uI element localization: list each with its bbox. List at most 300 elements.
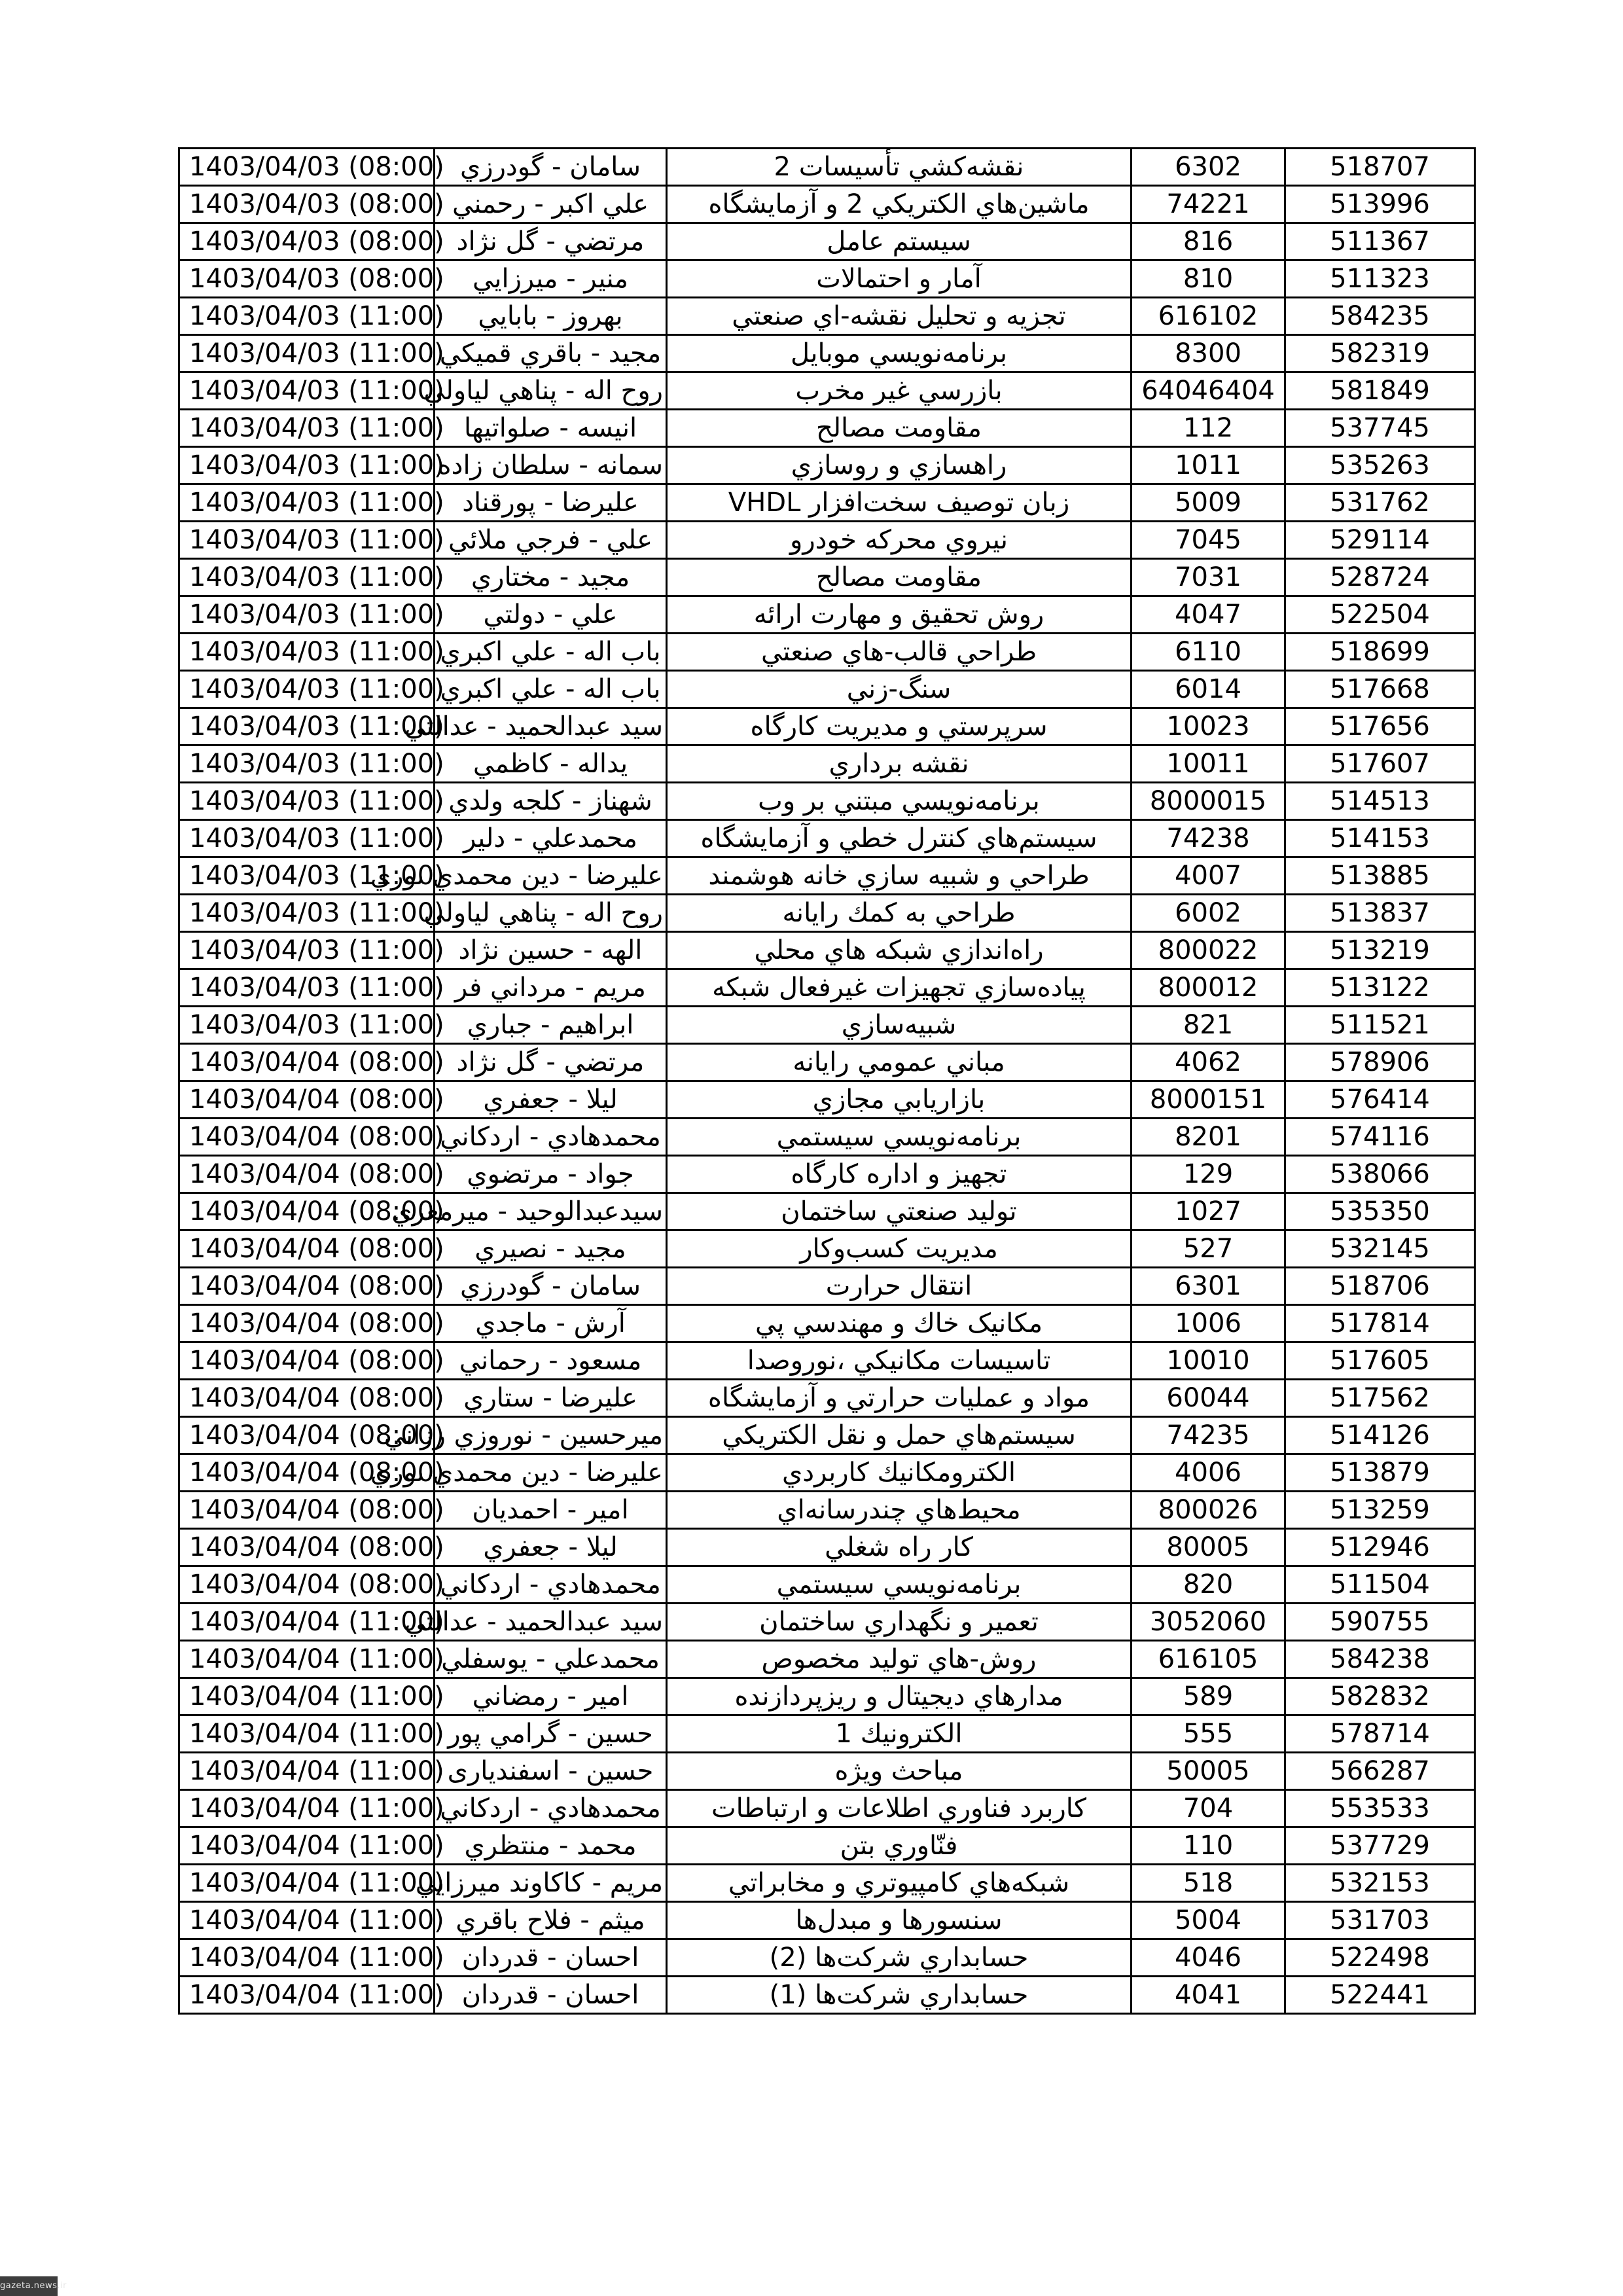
course-title-cell: برنامه‌نويسي سيستمي: [667, 1119, 1132, 1156]
course-title-cell: مواد و عمليات حرارتي و آزمايشگاه: [667, 1380, 1132, 1417]
exam-id-cell: 514126: [1285, 1417, 1475, 1454]
date-cell: 1403/04/03 (11:00): [179, 671, 435, 708]
course-code-cell: 4062: [1132, 1044, 1285, 1081]
date-cell: 1403/04/03 (11:00): [179, 895, 435, 932]
course-title-cell: نقشه برداري: [667, 745, 1132, 783]
course-code-cell: 5004: [1132, 1902, 1285, 1939]
date-cell: 1403/04/04 (08:00): [179, 1268, 435, 1305]
course-code-cell: 129: [1132, 1156, 1285, 1193]
date-cell: 1403/04/03 (08:00): [179, 149, 435, 186]
date-cell: 1403/04/04 (08:00): [179, 1193, 435, 1230]
exam-id-cell: 513996: [1285, 186, 1475, 223]
course-code-cell: 10011: [1132, 745, 1285, 783]
table-row: [179, 932, 1475, 969]
course-code-cell: 4047: [1132, 596, 1285, 634]
date-cell: 1403/04/04 (08:00): [179, 1566, 435, 1604]
exam-id-cell: 511323: [1285, 260, 1475, 298]
course-code-cell: 74238: [1132, 820, 1285, 857]
exam-id-cell: 532153: [1285, 1865, 1475, 1902]
course-title-cell: نيروي محرکه خودرو: [667, 522, 1132, 559]
instructor-cell: عليرضا - دين محمدي نوري: [435, 857, 667, 895]
course-title-cell: حسابداري شرکت‌ها (1): [667, 1977, 1132, 2014]
table-row: [179, 1417, 1475, 1454]
exam-id-cell: 581849: [1285, 372, 1475, 410]
instructor-cell: روح اله - پناهي لياولي: [435, 372, 667, 410]
course-title-cell: حسابداري شرکت‌ها (2): [667, 1939, 1132, 1977]
date-cell: 1403/04/03 (08:00): [179, 260, 435, 298]
table-row: [179, 1529, 1475, 1566]
table-row: [179, 1230, 1475, 1268]
exam-id-cell: 553533: [1285, 1790, 1475, 1827]
table-row: [179, 969, 1475, 1007]
table-row: [179, 372, 1475, 410]
course-title-cell: ماشين‌هاي الکتريکي 2 و آزمايشگاه: [667, 186, 1132, 223]
course-code-cell: 74235: [1132, 1417, 1285, 1454]
course-code-cell: 80005: [1132, 1529, 1285, 1566]
course-code-cell: 112: [1132, 410, 1285, 447]
table-row: [179, 522, 1475, 559]
exam-id-cell: 584238: [1285, 1641, 1475, 1678]
course-title-cell: مقاومت مصالح: [667, 559, 1132, 596]
course-code-cell: 8000151: [1132, 1081, 1285, 1119]
instructor-cell: عليرضا - دين محمدي نوري: [435, 1454, 667, 1492]
exam-id-cell: 538066: [1285, 1156, 1475, 1193]
course-code-cell: 6110: [1132, 634, 1285, 671]
instructor-cell: باب اله - علي اکبري: [435, 671, 667, 708]
date-cell: 1403/04/04 (08:00): [179, 1529, 435, 1566]
course-code-cell: 10010: [1132, 1342, 1285, 1380]
course-code-cell: 6014: [1132, 671, 1285, 708]
table-row: [179, 1865, 1475, 1902]
course-code-cell: 816: [1132, 223, 1285, 260]
course-title-cell: راه‌اندازي شبكه هاي محلي: [667, 932, 1132, 969]
exam-id-cell: 532145: [1285, 1230, 1475, 1268]
table-row: [179, 1939, 1475, 1977]
instructor-cell: مجيد - باقري قميکي: [435, 335, 667, 372]
exam-id-cell: 531762: [1285, 484, 1475, 522]
exam-id-cell: 576414: [1285, 1081, 1475, 1119]
table-row: [179, 1678, 1475, 1715]
table-row: [179, 484, 1475, 522]
course-code-cell: 5009: [1132, 484, 1285, 522]
exam-id-cell: 584235: [1285, 298, 1475, 335]
table-row: [179, 1566, 1475, 1604]
course-code-cell: 820: [1132, 1566, 1285, 1604]
course-title-cell: توليد صنعتي ساختمان: [667, 1193, 1132, 1230]
course-title-cell: الكترومكانيك كاربردي: [667, 1454, 1132, 1492]
instructor-cell: مرتضي - گل نژاد: [435, 223, 667, 260]
instructor-cell: مرتضي - گل نژاد: [435, 1044, 667, 1081]
date-cell: 1403/04/04 (08:00): [179, 1044, 435, 1081]
course-code-cell: 555: [1132, 1715, 1285, 1753]
date-cell: 1403/04/03 (08:00): [179, 223, 435, 260]
instructor-cell: امير - رمضاني: [435, 1678, 667, 1715]
exam-id-cell: 528724: [1285, 559, 1475, 596]
instructor-cell: سامان - گودرزي: [435, 149, 667, 186]
instructor-cell: محمدعلي - يوسفلي: [435, 1641, 667, 1678]
date-cell: 1403/04/03 (11:00): [179, 410, 435, 447]
exam-id-cell: 514513: [1285, 783, 1475, 820]
date-cell: 1403/04/04 (11:00): [179, 1939, 435, 1977]
course-title-cell: مباحث ويژه: [667, 1753, 1132, 1790]
course-title-cell: راهسازي و روسازي: [667, 447, 1132, 484]
date-cell: 1403/04/03 (11:00): [179, 634, 435, 671]
table-row: [179, 149, 1475, 186]
course-code-cell: 4041: [1132, 1977, 1285, 2014]
course-code-cell: 800012: [1132, 969, 1285, 1007]
course-title-cell: آمار و احتمالات: [667, 260, 1132, 298]
course-code-cell: 1006: [1132, 1305, 1285, 1342]
instructor-cell: احسان - قدردان: [435, 1939, 667, 1977]
date-cell: 1403/04/03 (11:00): [179, 745, 435, 783]
course-title-cell: روش-هاي توليد مخصوص: [667, 1641, 1132, 1678]
exam-id-cell: 537729: [1285, 1827, 1475, 1865]
date-cell: 1403/04/04 (08:00): [179, 1119, 435, 1156]
exam-id-cell: 518707: [1285, 149, 1475, 186]
exam-id-cell: 590755: [1285, 1604, 1475, 1641]
date-cell: 1403/04/04 (08:00): [179, 1417, 435, 1454]
course-title-cell: سيستم عامل: [667, 223, 1132, 260]
table-row: [179, 1305, 1475, 1342]
instructor-cell: مريم - مرداني فر: [435, 969, 667, 1007]
table-row: [179, 1753, 1475, 1790]
exam-id-cell: 522441: [1285, 1977, 1475, 2014]
instructor-cell: علي - فرجي ملائي: [435, 522, 667, 559]
course-title-cell: مکانيک خاك و مهندسي پي: [667, 1305, 1132, 1342]
course-code-cell: 3052060: [1132, 1604, 1285, 1641]
table-row: [179, 1902, 1475, 1939]
date-cell: 1403/04/04 (11:00): [179, 1753, 435, 1790]
table-row: [179, 1193, 1475, 1230]
course-code-cell: 6302: [1132, 149, 1285, 186]
instructor-cell: مجيد - مختاري: [435, 559, 667, 596]
date-cell: 1403/04/04 (11:00): [179, 1715, 435, 1753]
course-title-cell: بازاريابي مجازي: [667, 1081, 1132, 1119]
exam-id-cell: 513837: [1285, 895, 1475, 932]
course-title-cell: طراحي به کمك رايانه: [667, 895, 1132, 932]
instructor-cell: سيدعبدالوحيد - ميرمعزي: [435, 1193, 667, 1230]
date-cell: 1403/04/04 (08:00): [179, 1380, 435, 1417]
date-cell: 1403/04/04 (11:00): [179, 1827, 435, 1865]
instructor-cell: امير - احمديان: [435, 1492, 667, 1529]
date-cell: 1403/04/04 (08:00): [179, 1454, 435, 1492]
date-cell: 1403/04/04 (08:00): [179, 1081, 435, 1119]
instructor-cell: سمانه - سلطان زاده: [435, 447, 667, 484]
instructor-cell: روح اله - پناهي لياولي: [435, 895, 667, 932]
course-title-cell: شبکه‌هاي کامپيوتري و مخابراتي: [667, 1865, 1132, 1902]
date-cell: 1403/04/03 (11:00): [179, 932, 435, 969]
instructor-cell: منير - ميرزايي: [435, 260, 667, 298]
instructor-cell: ابراهيم - جباري: [435, 1007, 667, 1044]
table-row: [179, 783, 1475, 820]
course-code-cell: 4046: [1132, 1939, 1285, 1977]
instructor-cell: حسين - اسفنديارى: [435, 1753, 667, 1790]
course-title-cell: پياده‌سازي تجهيزات غيرفعال شبکه: [667, 969, 1132, 1007]
table-row: [179, 895, 1475, 932]
table-row: [179, 447, 1475, 484]
exam-id-cell: 517656: [1285, 708, 1475, 745]
table-row: [179, 559, 1475, 596]
course-code-cell: 10023: [1132, 708, 1285, 745]
course-code-cell: 60044: [1132, 1380, 1285, 1417]
instructor-cell: ميثم - فلاح باقري: [435, 1902, 667, 1939]
course-code-cell: 589: [1132, 1678, 1285, 1715]
course-code-cell: 518: [1132, 1865, 1285, 1902]
table-row: [179, 1604, 1475, 1641]
table-row: [179, 820, 1475, 857]
exam-id-cell: 566287: [1285, 1753, 1475, 1790]
course-code-cell: 704: [1132, 1790, 1285, 1827]
course-code-cell: 1027: [1132, 1193, 1285, 1230]
date-cell: 1403/04/03 (11:00): [179, 596, 435, 634]
exam-id-cell: 582832: [1285, 1678, 1475, 1715]
date-cell: 1403/04/04 (11:00): [179, 1678, 435, 1715]
course-title-cell: روش تحقيق و مهارت ارائه: [667, 596, 1132, 634]
course-code-cell: 4007: [1132, 857, 1285, 895]
course-title-cell: کار راه شغلي: [667, 1529, 1132, 1566]
course-title-cell: فنّاوري بتن: [667, 1827, 1132, 1865]
course-title-cell: محيط‌هاي چندرسانه‌اي: [667, 1492, 1132, 1529]
course-title-cell: مقاومت مصالح: [667, 410, 1132, 447]
table-row: [179, 186, 1475, 223]
table-row: [179, 260, 1475, 298]
instructor-cell: آرش - ماجدي: [435, 1305, 667, 1342]
instructor-cell: باب اله - علي اکبري: [435, 634, 667, 671]
course-title-cell: کاربرد فناوري اطلاعات و ارتباطات: [667, 1790, 1132, 1827]
course-code-cell: 110: [1132, 1827, 1285, 1865]
course-title-cell: مديريت کسب‌وکار: [667, 1230, 1132, 1268]
exam-schedule-body: [179, 149, 1475, 2014]
exam-id-cell: 513879: [1285, 1454, 1475, 1492]
instructor-cell: انيسه - صلواتيها: [435, 410, 667, 447]
table-row: [179, 671, 1475, 708]
course-code-cell: 616105: [1132, 1641, 1285, 1678]
instructor-cell: يداله - کاظمي: [435, 745, 667, 783]
date-cell: 1403/04/04 (11:00): [179, 1641, 435, 1678]
table-row: [179, 1342, 1475, 1380]
exam-id-cell: 529114: [1285, 522, 1475, 559]
table-row: [179, 596, 1475, 634]
instructor-cell: الهه - حسين نژاد: [435, 932, 667, 969]
table-row: [179, 1380, 1475, 1417]
course-title-cell: سرپرستي و مديريت کارگاه: [667, 708, 1132, 745]
course-code-cell: 616102: [1132, 298, 1285, 335]
exam-id-cell: 518699: [1285, 634, 1475, 671]
date-cell: 1403/04/04 (08:00): [179, 1230, 435, 1268]
date-cell: 1403/04/04 (11:00): [179, 1902, 435, 1939]
instructor-cell: مريم - کاکاوند ميرزايي: [435, 1865, 667, 1902]
exam-id-cell: 513885: [1285, 857, 1475, 895]
instructor-cell: سامان - گودرزي: [435, 1268, 667, 1305]
course-code-cell: 4006: [1132, 1454, 1285, 1492]
table-row: [179, 1790, 1475, 1827]
table-row: [179, 335, 1475, 372]
table-row: [179, 1827, 1475, 1865]
instructor-cell: مجيد - نصيري: [435, 1230, 667, 1268]
course-title-cell: مدارهاي ديجيتال و ريزپردازنده: [667, 1678, 1132, 1715]
date-cell: 1403/04/03 (11:00): [179, 1007, 435, 1044]
course-code-cell: 64046404: [1132, 372, 1285, 410]
exam-id-cell: 531703: [1285, 1902, 1475, 1939]
course-title-cell: برنامه‌نويسي مبتني بر وب: [667, 783, 1132, 820]
date-cell: 1403/04/03 (08:00): [179, 186, 435, 223]
date-cell: 1403/04/03 (11:00): [179, 335, 435, 372]
course-code-cell: 8300: [1132, 335, 1285, 372]
instructor-cell: محمدهادي - اردکاني: [435, 1790, 667, 1827]
table-row: [179, 1119, 1475, 1156]
exam-id-cell: 522504: [1285, 596, 1475, 634]
course-title-cell: زبان توصيف سخت‌افزار VHDL: [667, 484, 1132, 522]
instructor-cell: محمدهادي - اردکاني: [435, 1119, 667, 1156]
instructor-cell: احسان - قدردان: [435, 1977, 667, 2014]
instructor-cell: حسين - گرامي پور: [435, 1715, 667, 1753]
exam-id-cell: 517668: [1285, 671, 1475, 708]
instructor-cell: ميرحسين - نوروزي رزاني: [435, 1417, 667, 1454]
instructor-cell: بهروز - بابايي: [435, 298, 667, 335]
exam-id-cell: 578906: [1285, 1044, 1475, 1081]
table-row: [179, 1492, 1475, 1529]
date-cell: 1403/04/03 (11:00): [179, 820, 435, 857]
date-cell: 1403/04/03 (11:00): [179, 708, 435, 745]
course-code-cell: 50005: [1132, 1753, 1285, 1790]
course-title-cell: تعمير و نگهداري ساختمان: [667, 1604, 1132, 1641]
instructor-cell: ليلا - جعفري: [435, 1081, 667, 1119]
date-cell: 1403/04/03 (11:00): [179, 857, 435, 895]
course-code-cell: 527: [1132, 1230, 1285, 1268]
date-cell: 1403/04/04 (11:00): [179, 1977, 435, 2014]
exam-id-cell: 517607: [1285, 745, 1475, 783]
date-cell: 1403/04/04 (11:00): [179, 1604, 435, 1641]
course-title-cell: سيستم‌هاي حمل و نقل الکتريکي: [667, 1417, 1132, 1454]
exam-id-cell: 517562: [1285, 1380, 1475, 1417]
table-row: [179, 634, 1475, 671]
date-cell: 1403/04/04 (08:00): [179, 1156, 435, 1193]
instructor-cell: محمد - منتظري: [435, 1827, 667, 1865]
table-row: [179, 1268, 1475, 1305]
course-code-cell: 821: [1132, 1007, 1285, 1044]
instructor-cell: شهناز - کلجه ولدي: [435, 783, 667, 820]
instructor-cell: عليرضا - پورقناد: [435, 484, 667, 522]
table-row: [179, 1007, 1475, 1044]
instructor-cell: علي اکبر - رحمني: [435, 186, 667, 223]
instructor-cell: جواد - مرتضوي: [435, 1156, 667, 1193]
table-row: [179, 745, 1475, 783]
course-code-cell: 6301: [1132, 1268, 1285, 1305]
course-code-cell: 800026: [1132, 1492, 1285, 1529]
course-title-cell: شبيه‌سازي: [667, 1007, 1132, 1044]
exam-id-cell: 512946: [1285, 1529, 1475, 1566]
date-cell: 1403/04/03 (11:00): [179, 783, 435, 820]
exam-id-cell: 513122: [1285, 969, 1475, 1007]
exam-id-cell: 522498: [1285, 1939, 1475, 1977]
instructor-cell: محمدهادي - اردکاني: [435, 1566, 667, 1604]
course-title-cell: بازرسي غير مخرب: [667, 372, 1132, 410]
course-title-cell: تجزيه و تحليل نقشه-اي صنعتي: [667, 298, 1132, 335]
date-cell: 1403/04/03 (11:00): [179, 522, 435, 559]
exam-id-cell: 513259: [1285, 1492, 1475, 1529]
table-row: [179, 1454, 1475, 1492]
course-code-cell: 8000015: [1132, 783, 1285, 820]
course-code-cell: 6002: [1132, 895, 1285, 932]
exam-id-cell: 582319: [1285, 335, 1475, 372]
course-code-cell: 7045: [1132, 522, 1285, 559]
exam-id-cell: 514153: [1285, 820, 1475, 857]
table-row: [179, 708, 1475, 745]
exam-schedule-table: [178, 147, 1476, 2015]
instructor-cell: مسعود - رحماني: [435, 1342, 667, 1380]
course-title-cell: سيستم‌هاي کنترل خطي و آزمايشگاه: [667, 820, 1132, 857]
course-code-cell: 7031: [1132, 559, 1285, 596]
exam-id-cell: 511521: [1285, 1007, 1475, 1044]
instructor-cell: سيد عبدالحميد - عدالتي: [435, 708, 667, 745]
course-title-cell: برنامه‌نويسي موبايل: [667, 335, 1132, 372]
course-title-cell: سنسورها و مبدل‌ها: [667, 1902, 1132, 1939]
source-watermark: gazeta.news.ir: [0, 2276, 58, 2296]
course-title-cell: مباني عمومي رايانه: [667, 1044, 1132, 1081]
table-row: [179, 1641, 1475, 1678]
instructor-cell: محمدعلي - دلير: [435, 820, 667, 857]
date-cell: 1403/04/03 (11:00): [179, 447, 435, 484]
instructor-cell: علي - دولتي: [435, 596, 667, 634]
date-cell: 1403/04/03 (11:00): [179, 372, 435, 410]
course-code-cell: 8201: [1132, 1119, 1285, 1156]
course-code-cell: 1011: [1132, 447, 1285, 484]
table-row: [179, 1156, 1475, 1193]
course-code-cell: 800022: [1132, 932, 1285, 969]
date-cell: 1403/04/04 (08:00): [179, 1342, 435, 1380]
exam-id-cell: 578714: [1285, 1715, 1475, 1753]
date-cell: 1403/04/03 (11:00): [179, 484, 435, 522]
instructor-cell: عليرضا - ستاري: [435, 1380, 667, 1417]
table-row: [179, 1715, 1475, 1753]
course-title-cell: انتقال حرارت: [667, 1268, 1132, 1305]
date-cell: 1403/04/03 (11:00): [179, 969, 435, 1007]
table-row: [179, 1044, 1475, 1081]
course-title-cell: طراحي و شبيه سازي خانه هوشمند: [667, 857, 1132, 895]
course-title-cell: سنگ-زني: [667, 671, 1132, 708]
course-title-cell: نقشه‌کشي تأسيسات 2: [667, 149, 1132, 186]
table-row: [179, 1977, 1475, 2014]
table-row: [179, 1081, 1475, 1119]
course-code-cell: 810: [1132, 260, 1285, 298]
table-row: [179, 298, 1475, 335]
date-cell: 1403/04/04 (08:00): [179, 1305, 435, 1342]
exam-id-cell: 537745: [1285, 410, 1475, 447]
exam-id-cell: 535350: [1285, 1193, 1475, 1230]
course-title-cell: الکترونيك 1: [667, 1715, 1132, 1753]
instructor-cell: سيد عبدالحميد - عدالتي: [435, 1604, 667, 1641]
exam-id-cell: 517814: [1285, 1305, 1475, 1342]
course-title-cell: برنامه‌نويسي سيستمي: [667, 1566, 1132, 1604]
table-row: [179, 410, 1475, 447]
date-cell: 1403/04/03 (11:00): [179, 559, 435, 596]
course-title-cell: تاسيسات مکانيکي ،نوروصدا: [667, 1342, 1132, 1380]
table-row: [179, 857, 1475, 895]
course-title-cell: تجهيز و اداره کارگاه: [667, 1156, 1132, 1193]
date-cell: 1403/04/03 (11:00): [179, 298, 435, 335]
date-cell: 1403/04/04 (11:00): [179, 1865, 435, 1902]
exam-id-cell: 517605: [1285, 1342, 1475, 1380]
course-code-cell: 74221: [1132, 186, 1285, 223]
table-row: [179, 223, 1475, 260]
instructor-cell: ليلا - جعفري: [435, 1529, 667, 1566]
exam-id-cell: 511367: [1285, 223, 1475, 260]
exam-id-cell: 513219: [1285, 932, 1475, 969]
course-title-cell: طراحي قالب-هاي صنعتي: [667, 634, 1132, 671]
date-cell: 1403/04/04 (11:00): [179, 1790, 435, 1827]
date-cell: 1403/04/04 (08:00): [179, 1492, 435, 1529]
exam-id-cell: 535263: [1285, 447, 1475, 484]
